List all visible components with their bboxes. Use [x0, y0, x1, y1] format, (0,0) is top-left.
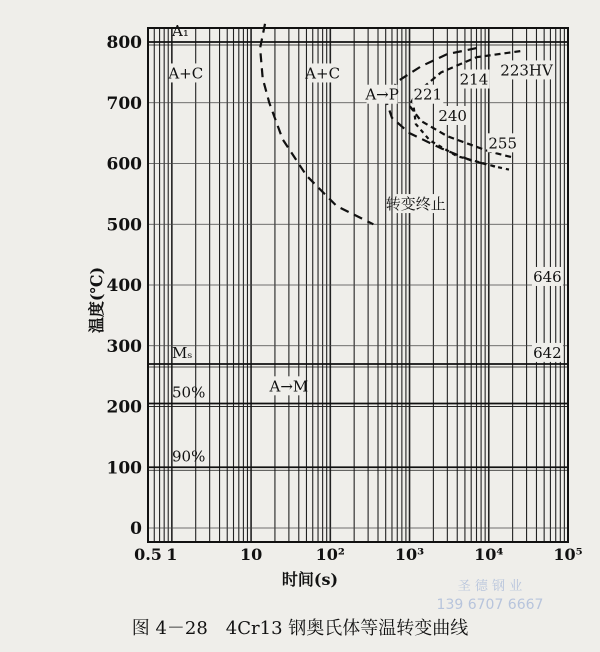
reference-line-label: 90% — [172, 447, 206, 466]
annotation-label: 214 — [459, 70, 489, 89]
y-tick-label: 600 — [106, 154, 142, 175]
reference-line-label: A₁ — [172, 22, 189, 40]
annotation-label: A+C — [168, 64, 204, 83]
y-tick-label: 800 — [106, 33, 142, 53]
reference-lines — [148, 22, 568, 470]
grid — [148, 28, 568, 542]
y-tick-label: 0 — [130, 519, 142, 539]
x-tick-label: 10² — [315, 545, 345, 564]
reference-line-label: Mₛ — [172, 343, 193, 362]
x-axis-label: 时间(s) — [281, 570, 339, 589]
annotation-label: 255 — [488, 134, 518, 153]
tick-labels — [107, 33, 583, 564]
x-tick-label: 1 — [166, 545, 178, 564]
x-tick-label: 0.5 — [134, 545, 162, 564]
y-tick-label: 100 — [106, 458, 142, 479]
transformation-curve — [260, 24, 373, 225]
annotation-label: 240 — [438, 106, 467, 125]
y-axis-label: 温度(℃) — [87, 266, 106, 334]
annotation-label: 221 — [413, 85, 443, 104]
annotation-label: 646 — [533, 267, 562, 286]
y-tick-label: 700 — [106, 93, 142, 114]
annotation-label: A→P — [365, 85, 399, 104]
x-tick-label: 10⁴ — [474, 545, 504, 564]
reference-line-label: 50% — [172, 383, 206, 402]
y-tick-label: 500 — [106, 215, 142, 236]
annotation-label: 转变终止 — [385, 195, 446, 214]
x-tick-label: 10 — [239, 545, 263, 564]
annotation-label: A+C — [305, 64, 341, 83]
annotation-label: 642 — [533, 343, 562, 362]
x-tick-label: 10³ — [394, 545, 425, 564]
annotation-label: A→M — [269, 377, 309, 396]
watermark-line-2: 139 6707 6667 — [436, 597, 544, 613]
watermark-line-1: 圣 德 钢 业 — [457, 579, 523, 594]
y-tick-label: 200 — [106, 397, 142, 418]
annotation-label: 223HV — [500, 61, 553, 80]
y-tick-label: 300 — [106, 336, 142, 357]
x-tick-label: 10⁵ — [553, 545, 583, 564]
figure-caption: 图 4－28 4Cr13 钢奥氏体等温转变曲线 — [131, 618, 469, 639]
y-tick-label: 400 — [106, 276, 142, 296]
